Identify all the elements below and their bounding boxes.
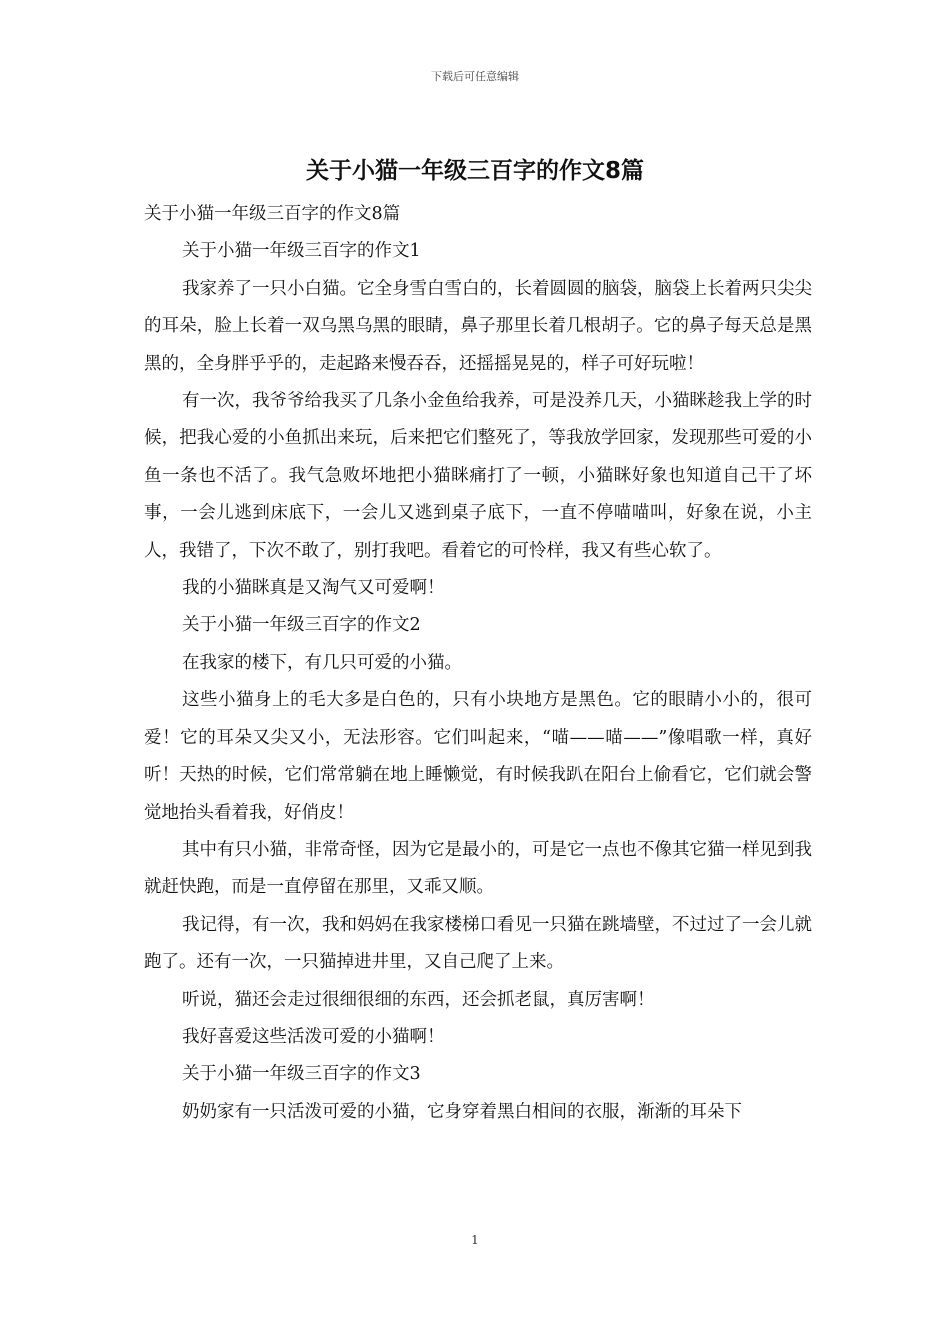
page-number: 1 <box>471 1233 479 1247</box>
paragraph: 奶奶家有一只活泼可爱的小猫，它身穿着黑白相间的衣服，渐渐的耳朵下 <box>182 1101 742 1122</box>
paragraph: 关于小猫一年级三百字的作文3 <box>182 1064 421 1085</box>
document-title: 关于小猫一年级三百字的作文8篇 <box>305 158 644 184</box>
paragraph: 我的小猫眯真是又淘气又可爱啊！ <box>182 578 445 599</box>
document-body <box>144 196 812 1131</box>
paragraph: 我家养了一只小白猫。它全身雪白雪白的，长着圆圆的脑袋，脑袋上长着两只尖尖的耳朵，脸上长着一双乌黑乌黑的眼睛，鼻子那里长着几根胡子。它的鼻子每天总是黑黑的，全身胖乎乎的，走起路来慢吞吞，还摇摇晃晃的，样子可好玩啦！ <box>144 278 812 374</box>
paragraph: 我好喜爱这些活泼可爱的小猫啊！ <box>182 1026 445 1047</box>
paragraph: 在我家的楼下，有几只可爱的小猫。 <box>182 652 462 673</box>
paragraph: 关于小猫一年级三百字的作文2 <box>182 615 421 636</box>
paragraph: 关于小猫一年级三百字的作文8篇 <box>144 204 401 224</box>
page-header-note: 下载后可任意编辑 <box>431 70 519 83</box>
paragraph: 我记得，有一次，我和妈妈在我家楼梯口看见一只猫在跳墙壁，不过过了一会儿就跑了。还有一次，一只猫掉进井里，又自己爬了上来。 <box>144 914 812 973</box>
paragraph: 听说，猫还会走过很细很细的东西，还会抓老鼠，真厉害啊！ <box>182 989 655 1010</box>
paragraph: 关于小猫一年级三百字的作文1 <box>182 241 421 262</box>
paragraph: 有一次，我爷爷给我买了几条小金鱼给我养，可是没养几天，小猫眯趁我上学的时候，把我心爱的小鱼抓出来玩，后来把它们整死了，等我放学回家，发现那些可爱的小鱼一条也不活了。我气急败坏地把小猫眯痛打了一顿，小猫眯好象也知道自己干了坏事，一会儿逃到床底下，一会儿又逃到桌子底下，一直不停喵喵叫，好象在说，小主人，我错了，下次不敢了，别打我吧。看着它的可怜样，我又有些心软了。 <box>144 391 812 561</box>
paragraph: 其中有只小猫，非常奇怪，因为它是最小的，可是它一点也不像其它猫一样见到我就赶快跑，而是一直停留在那里，又乖又顺。 <box>144 839 812 898</box>
paragraph: 这些小猫身上的毛大多是白色的，只有小块地方是黑色。它的眼睛小小的，很可爱！它的耳朵又尖又小，无法形容。它们叫起来，“喵——喵——”像唱歌一样，真好听！天热的时候，它们常常躺在地上睡懒觉，有时候我趴在阳台上偷看它，它们就会警觉地抬头看着我，好俏皮！ <box>144 690 812 823</box>
